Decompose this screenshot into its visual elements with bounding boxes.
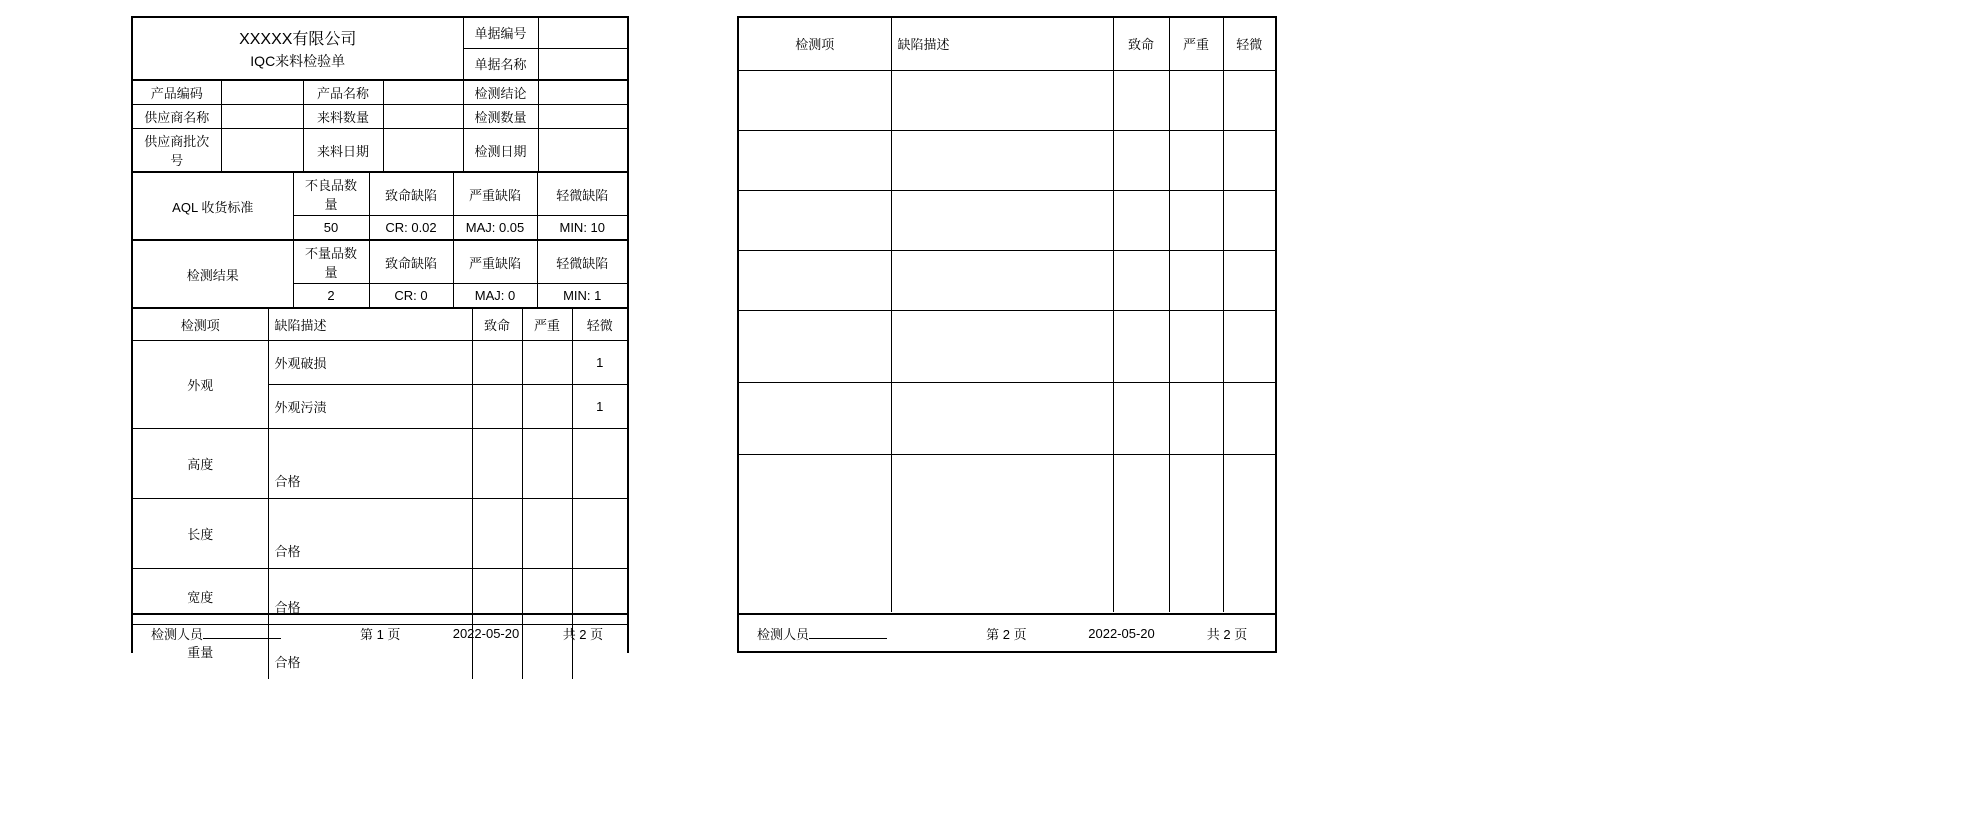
iqc-form-page-1 (131, 16, 629, 670)
result-col-critical: 致命缺陷 (369, 241, 453, 284)
table-row (133, 173, 627, 216)
header-fields-table (133, 80, 627, 172)
detail-desc[interactable]: 合格 (268, 569, 472, 625)
p2-critical[interactable] (1113, 70, 1169, 130)
aql-major: MAJ: 0.05 (453, 216, 537, 240)
table-row (133, 105, 627, 129)
p2-col-minor: 轻微 (1223, 18, 1275, 70)
doc-no-label: 单据编号 (463, 18, 538, 48)
p2-item[interactable] (739, 130, 891, 190)
footer-date: 2022-05-20 (1088, 625, 1155, 641)
incoming-qty-label: 来料数量 (303, 105, 383, 129)
p2-item[interactable] (739, 382, 891, 454)
page-number: 第 1 页 (359, 626, 401, 642)
result-major: MAJ: 0 (453, 284, 537, 308)
detail-critical[interactable] (472, 341, 522, 385)
detail-minor[interactable]: 1 (572, 341, 627, 385)
table-row (739, 310, 1275, 382)
p2-minor[interactable] (1223, 310, 1275, 382)
table-row (133, 499, 627, 569)
detail-minor[interactable] (572, 499, 627, 569)
table-header-row (133, 309, 627, 341)
aql-col-minor: 轻微缺陷 (537, 173, 627, 216)
page-number: 第 2 页 (986, 626, 1027, 642)
table-row (739, 382, 1275, 454)
total-pages: 共 2 页 (1206, 626, 1248, 642)
p2-critical[interactable] (1113, 310, 1169, 382)
p2-col-critical: 致命 (1113, 18, 1169, 70)
form-title: IQC来料检验单 (250, 53, 346, 69)
p2-major[interactable] (1169, 382, 1223, 454)
detail-col-major: 严重 (522, 309, 572, 341)
detail-critical[interactable] (472, 385, 522, 429)
doc-name-value[interactable] (538, 48, 627, 79)
detail-col-minor: 轻微 (572, 309, 627, 341)
p2-desc[interactable] (891, 70, 1113, 130)
iqc-form-page-2 (737, 16, 1277, 653)
detail-item: 外观 (133, 341, 268, 429)
inspector-field[interactable] (739, 624, 949, 643)
page2-body (739, 18, 1275, 613)
p2-major[interactable] (1169, 130, 1223, 190)
aql-table (133, 172, 627, 240)
page2-detail-table (739, 18, 1275, 612)
conclusion-label: 检测结论 (463, 81, 538, 105)
product-name-label: 产品名称 (303, 81, 383, 105)
p2-col-major: 严重 (1169, 18, 1223, 70)
aql-col-major: 严重缺陷 (453, 173, 537, 216)
p2-desc[interactable] (891, 190, 1113, 250)
inspect-qty-label: 检测数量 (463, 105, 538, 129)
result-table (133, 240, 627, 308)
result-title: 检测结果 (133, 241, 293, 308)
result-col-minor: 轻微缺陷 (537, 241, 627, 284)
p2-desc[interactable] (891, 382, 1113, 454)
p2-major[interactable] (1169, 190, 1223, 250)
inspector-underline (809, 625, 887, 639)
detail-desc[interactable]: 合格 (268, 429, 472, 499)
result-defect-qty: 2 (293, 284, 369, 308)
detail-desc[interactable]: 外观污渍 (268, 385, 472, 429)
aql-title: AQL 收货标准 (133, 173, 293, 240)
aql-col-defect-qty: 不良品数量 (293, 173, 369, 216)
table-row (133, 341, 627, 385)
p2-col-item: 检测项 (739, 18, 891, 70)
table-row (739, 454, 1275, 612)
aql-minor: MIN: 10 (537, 216, 627, 240)
incoming-date-label: 来料日期 (303, 129, 383, 172)
p2-critical[interactable] (1113, 190, 1169, 250)
title-block (133, 18, 463, 80)
product-code-label: 产品编码 (133, 81, 221, 105)
p2-critical[interactable] (1113, 454, 1169, 612)
table-row (133, 241, 627, 284)
p2-desc[interactable] (891, 454, 1113, 612)
detail-item: 宽度 (133, 569, 268, 625)
detail-major[interactable] (522, 385, 572, 429)
detail-col-critical: 致命 (472, 309, 522, 341)
aql-col-critical: 致命缺陷 (369, 173, 453, 216)
detail-item: 重量 (133, 625, 268, 679)
page1-footer (133, 613, 627, 651)
p2-major[interactable] (1169, 70, 1223, 130)
inspect-date-label: 检测日期 (463, 129, 538, 172)
incoming-date-value[interactable] (383, 129, 463, 172)
batch-value[interactable] (221, 129, 303, 172)
inspect-date-value[interactable] (538, 129, 627, 172)
table-row (739, 190, 1275, 250)
p2-item[interactable] (739, 70, 891, 130)
detail-desc[interactable]: 合格 (268, 625, 472, 679)
detail-critical[interactable] (472, 429, 522, 499)
footer-date: 2022-05-20 (452, 625, 520, 641)
p2-item[interactable] (739, 190, 891, 250)
p2-critical[interactable] (1113, 130, 1169, 190)
doc-name-label: 单据名称 (463, 48, 538, 79)
inspector-field[interactable] (133, 624, 327, 643)
p2-item[interactable] (739, 310, 891, 382)
p2-major[interactable] (1169, 250, 1223, 310)
p2-col-desc: 缺陷描述 (891, 18, 1113, 70)
detail-desc[interactable]: 合格 (268, 499, 472, 569)
table-row (133, 429, 627, 499)
incoming-qty-value[interactable] (383, 105, 463, 129)
detail-minor[interactable] (572, 429, 627, 499)
p2-item[interactable] (739, 454, 891, 612)
conclusion-value[interactable] (538, 81, 627, 105)
detail-major[interactable] (522, 429, 572, 499)
inspector-label: 检测人员 (151, 626, 204, 642)
detail-col-item: 检测项 (133, 309, 268, 341)
result-col-defect-qty: 不量品数量 (293, 241, 369, 284)
table-header-row (739, 18, 1275, 70)
detail-desc[interactable]: 外观破损 (268, 341, 472, 385)
table-row (739, 250, 1275, 310)
inspector-underline (203, 625, 281, 639)
table-row (133, 81, 627, 105)
p2-item[interactable] (739, 250, 891, 310)
detail-col-desc: 缺陷描述 (268, 309, 472, 341)
p2-minor[interactable] (1223, 382, 1275, 454)
p2-desc[interactable] (891, 250, 1113, 310)
aql-defect-qty: 50 (293, 216, 369, 240)
product-name-value[interactable] (383, 81, 463, 105)
table-row (133, 129, 627, 172)
p2-minor[interactable] (1223, 190, 1275, 250)
detail-minor[interactable]: 1 (572, 385, 627, 429)
p2-desc[interactable] (891, 310, 1113, 382)
detail-major[interactable] (522, 341, 572, 385)
result-critical: CR: 0 (369, 284, 453, 308)
table-row (133, 18, 627, 48)
detail-item: 长度 (133, 499, 268, 569)
p2-major[interactable] (1169, 310, 1223, 382)
table-row (739, 70, 1275, 130)
p2-major[interactable] (1169, 454, 1223, 612)
p2-minor[interactable] (1223, 70, 1275, 130)
aql-critical: CR: 0.02 (369, 216, 453, 240)
product-code-value[interactable] (221, 81, 303, 105)
header-top-table (133, 18, 627, 80)
doc-no-value[interactable] (538, 18, 627, 48)
detail-item: 高度 (133, 429, 268, 499)
total-pages: 共 2 页 (562, 626, 604, 642)
inspector-label: 检测人员 (757, 626, 810, 642)
p2-minor[interactable] (1223, 250, 1275, 310)
p2-minor[interactable] (1223, 130, 1275, 190)
p2-critical[interactable] (1113, 382, 1169, 454)
p2-minor[interactable] (1223, 454, 1275, 612)
supplier-label: 供应商名称 (133, 105, 221, 129)
result-col-major: 严重缺陷 (453, 241, 537, 284)
inspect-qty-value[interactable] (538, 105, 627, 129)
result-minor: MIN: 1 (537, 284, 627, 308)
p2-critical[interactable] (1113, 250, 1169, 310)
company-name: XXXXX有限公司 (239, 31, 357, 48)
page2-footer (739, 613, 1275, 651)
batch-label: 供应商批次号 (133, 129, 221, 172)
p2-desc[interactable] (891, 130, 1113, 190)
detail-critical[interactable] (472, 499, 522, 569)
table-row (739, 130, 1275, 190)
detail-major[interactable] (522, 499, 572, 569)
supplier-value[interactable] (221, 105, 303, 129)
